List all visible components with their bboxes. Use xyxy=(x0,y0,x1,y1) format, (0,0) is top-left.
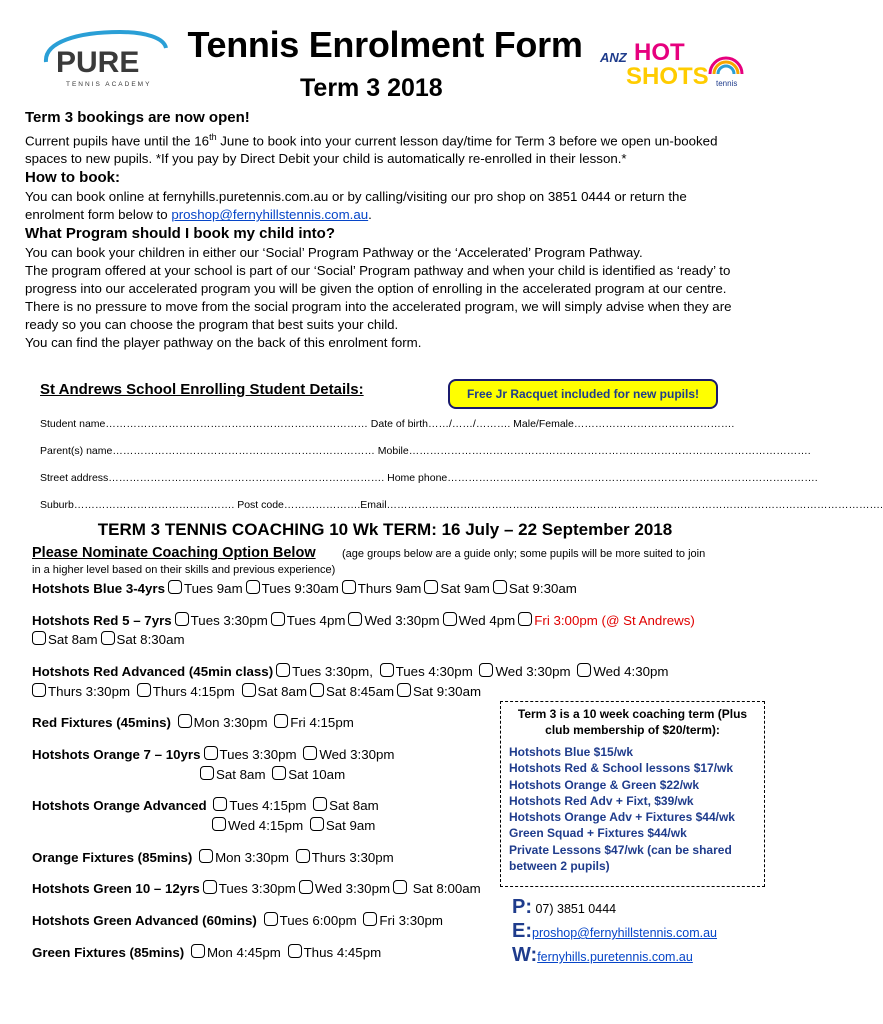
option-label: Wed 3:30pm xyxy=(495,664,571,679)
program-name: Hotshots Orange 7 – 10yrs xyxy=(32,747,201,762)
form-title: Tennis Enrolment Form xyxy=(187,24,583,65)
contact-email xyxy=(512,920,717,943)
program-name: Hotshots Blue 3-4yrs xyxy=(32,581,166,596)
option-checkbox[interactable] xyxy=(175,612,189,626)
option-label: Sat 8:45am xyxy=(326,684,395,699)
bookings-open-heading: Term 3 bookings are now open! xyxy=(25,109,250,126)
svg-text:SHOTS: SHOTS xyxy=(626,63,709,90)
option-checkbox[interactable] xyxy=(577,663,591,677)
svg-text:TENNIS ACADEMY: TENNIS ACADEMY xyxy=(66,81,152,88)
phone-number: 07) 3851 0444 xyxy=(535,902,617,916)
svg-text:ANZ: ANZ xyxy=(600,50,627,65)
option-label: Mon 3:30pm xyxy=(215,850,289,865)
option-checkbox[interactable] xyxy=(380,663,394,677)
option-label: Thurs 9am xyxy=(357,581,422,596)
website-link[interactable]: fernyhills.puretennis.com.au xyxy=(537,950,693,964)
option-label: Sat 9am xyxy=(440,581,490,596)
price-item: Hotshots Orange & Green $22/wk xyxy=(509,777,700,792)
option-label: Sat 8am xyxy=(48,632,98,647)
option-label: Tues 6:00pm xyxy=(279,913,357,928)
superscript: th xyxy=(209,132,217,142)
option-label: Wed 4:30pm xyxy=(593,664,669,679)
program-name: Hotshots Green Advanced (60mins) xyxy=(32,913,257,928)
option-label: Fri 3:30pm xyxy=(379,913,443,928)
option-label: Sat 8am xyxy=(329,798,379,813)
free-racquet-badge: Free Jr Racquet included for new pupils! xyxy=(448,379,718,409)
option-checkbox[interactable] xyxy=(191,944,205,958)
web-label: W: xyxy=(512,944,538,966)
option-checkbox[interactable] xyxy=(272,766,286,780)
option-checkbox[interactable] xyxy=(203,880,217,894)
option-checkbox[interactable] xyxy=(246,580,260,594)
term-title: Term 3 2018 xyxy=(300,74,443,102)
price-item: Private Lessons $47/wk (can be shared between 2 pupils) xyxy=(509,842,732,874)
option-label: Sat 8:00am xyxy=(412,881,481,896)
option-checkbox[interactable] xyxy=(199,849,213,863)
bookings-text-cont: June to book into your current lesson day/time for Term 3 before we open un-booked spaces to new pupils. *If you pay by Direct Debit your child is automatically re-enrolled in their lesson.* xyxy=(25,133,718,167)
option-label: Mon 3:30pm xyxy=(193,715,268,730)
option-checkbox[interactable] xyxy=(310,683,324,697)
option-checkbox[interactable] xyxy=(271,612,285,626)
option-checkbox[interactable] xyxy=(200,766,214,780)
option-label: Sat 9am xyxy=(325,818,376,833)
option-label-st-andrews: Fri 3:00pm (@ St Andrews) xyxy=(534,613,695,628)
email-label: E: xyxy=(512,920,532,942)
option-label: Tues 4:15pm xyxy=(229,798,307,813)
option-checkbox[interactable] xyxy=(313,797,327,811)
program-heading: What Program should I book my child into? xyxy=(25,225,336,243)
option-checkbox[interactable] xyxy=(348,612,362,626)
option-label: Tues 4pm xyxy=(286,613,346,628)
option-label: Thurs 4:15pm xyxy=(152,684,235,699)
program-name: Red Fixtures (45mins) xyxy=(32,715,171,730)
bookings-paragraph xyxy=(25,128,747,168)
option-checkbox[interactable] xyxy=(212,817,226,831)
how-to-book-heading: How to book: xyxy=(25,169,120,187)
program-row-red-fixtures xyxy=(32,714,354,730)
option-label: Tues 9am xyxy=(184,581,243,596)
option-checkbox[interactable] xyxy=(137,683,151,697)
suburb-line[interactable]: Suburb………………………………………. Post code………………….Email……………………………………………………………………………………………………………………………. xyxy=(40,499,883,511)
option-label: Wed 3:30pm xyxy=(364,613,440,628)
coaching-heading: TERM 3 TENNIS COACHING 10 Wk TERM: 16 July – 22 September 2018 xyxy=(97,520,673,539)
program-row-green xyxy=(32,880,481,896)
option-label: Sat 8:30am xyxy=(116,632,185,647)
price-item: Green Squad + Fixtures $44/wk xyxy=(509,826,687,841)
svg-text:HOT: HOT xyxy=(634,39,685,66)
option-label: Tues 9:30am xyxy=(261,581,339,596)
nominate-note-cont: in a higher level based on their skills and previous experience) xyxy=(32,564,336,576)
option-label: Sat 9:30am xyxy=(413,684,482,699)
student-name-line[interactable]: Student name………………………………………………………………… Date of birth……/……/………. Male/Female………………………………………. xyxy=(40,418,735,430)
program-row-orange-cont xyxy=(200,766,345,782)
option-label: Sat 9:30am xyxy=(508,581,577,596)
option-label: Fri 4:15pm xyxy=(290,715,354,730)
svg-text:tennis: tennis xyxy=(716,79,738,88)
option-checkbox[interactable] xyxy=(288,944,302,958)
option-label: Wed 3:30pm xyxy=(314,881,391,896)
program-row-red-advanced xyxy=(32,663,669,679)
option-checkbox[interactable] xyxy=(397,683,411,697)
program-row-orange-advanced xyxy=(32,797,379,813)
option-checkbox[interactable] xyxy=(32,683,46,697)
option-checkbox[interactable] xyxy=(363,912,377,926)
program-paragraph-3: You can find the player pathway on the back of this enrolment form. xyxy=(25,335,422,351)
option-checkbox[interactable] xyxy=(204,746,218,760)
pricing-title: Term 3 is a 10 week coaching term (Plus club membership of $20/term): xyxy=(517,707,748,737)
program-paragraph-2: The program offered at your school is part of our ‘Social’ Program pathway and when your child is identified as ‘ready’ to progress into our accelerated program you will be given the option of enrolling in the accelerated program at our centre. There is no pressure to move from the social program into the accelerated program, we will simply advise when they are ready so you can choose the program that best suits your child. xyxy=(25,263,732,333)
nominate-heading: Please Nominate Coaching Option Below xyxy=(32,545,316,561)
program-row-red-advanced-cont xyxy=(32,683,481,699)
period: . xyxy=(368,207,372,223)
program-row-red-cont xyxy=(32,631,185,647)
option-checkbox[interactable] xyxy=(242,683,256,697)
option-checkbox[interactable] xyxy=(303,746,317,760)
contact-phone xyxy=(512,896,616,919)
option-label: Tues 3:30pm xyxy=(190,613,268,628)
parent-name-line[interactable]: Parent(s) name………………………………………………………………… Mobile……………………………………………………………………………………………………. xyxy=(40,445,811,457)
contact-web xyxy=(512,944,693,967)
option-label: Tues 3:30pm xyxy=(218,881,296,896)
option-checkbox[interactable] xyxy=(342,580,356,594)
option-checkbox[interactable] xyxy=(479,663,493,677)
program-name: Hotshots Red 5 – 7yrs xyxy=(32,613,172,628)
nominate-note: (age groups below are a guide only; some pupils will be more suited to join xyxy=(342,548,706,560)
how-to-book-paragraph xyxy=(25,188,747,224)
option-label: Tues 3:30pm xyxy=(219,747,297,762)
program-row-orange-advanced-cont xyxy=(212,817,375,833)
program-name: Hotshots Red Advanced (45min class) xyxy=(32,664,274,679)
intro-section xyxy=(25,108,747,352)
bookings-text: Current pupils have until the 16 xyxy=(25,133,210,149)
option-checkbox[interactable] xyxy=(299,880,313,894)
option-label: Sat 8am xyxy=(216,767,266,782)
option-checkbox[interactable] xyxy=(274,714,288,728)
option-label: Sat 10am xyxy=(288,767,346,782)
pricing-box xyxy=(500,701,765,887)
price-item: Hotshots Orange Adv + Fixtures $44/wk xyxy=(509,810,735,825)
program-name: Orange Fixtures (85mins) xyxy=(32,850,193,865)
option-checkbox[interactable] xyxy=(518,612,532,626)
option-checkbox[interactable] xyxy=(424,580,438,594)
program-name: Hotshots Green 10 – 12yrs xyxy=(32,881,200,896)
price-item: Hotshots Blue $15/wk xyxy=(509,745,634,759)
option-checkbox[interactable] xyxy=(393,880,407,894)
program-row-orange xyxy=(32,746,394,762)
price-item: Hotshots Red Adv + Fixt, $39/wk xyxy=(509,793,694,808)
option-label: Mon 4:45pm xyxy=(206,945,281,960)
street-address-line[interactable]: Street address……………………………………………………………………. Home phone……………………………………………………………………………………………. xyxy=(40,472,818,484)
program-paragraph-1: You can book your children in either our ‘Social’ Program Pathway or the ‘Accelerated’ Program Pathway. xyxy=(25,245,643,261)
option-checkbox[interactable] xyxy=(32,631,46,645)
option-checkbox[interactable] xyxy=(178,714,192,728)
option-checkbox[interactable] xyxy=(310,817,324,831)
option-checkbox[interactable] xyxy=(296,849,310,863)
option-checkbox[interactable] xyxy=(443,612,457,626)
program-name: Hotshots Orange Advanced xyxy=(32,798,207,813)
phone-label: P: xyxy=(512,896,532,918)
option-label: Tues 3:30pm, xyxy=(292,664,373,679)
option-label: Tues 4:30pm xyxy=(395,664,473,679)
option-label: Thurs 3:30pm xyxy=(311,850,394,865)
price-item: Hotshots Red & School lessons $17/wk xyxy=(509,761,734,776)
program-row-green-advanced xyxy=(32,912,443,928)
option-label: Wed 3:30pm xyxy=(319,747,395,762)
program-row-orange-fixtures xyxy=(32,849,394,865)
program-name: Green Fixtures (85mins) xyxy=(32,945,185,960)
option-label: Wed 4pm xyxy=(458,613,516,628)
option-label: Sat 8am xyxy=(257,684,308,699)
option-checkbox[interactable] xyxy=(101,631,115,645)
option-checkbox[interactable] xyxy=(213,797,227,811)
program-row-blue xyxy=(32,580,577,596)
program-row-green-fixtures xyxy=(32,944,381,960)
program-row-red xyxy=(32,612,695,628)
option-checkbox[interactable] xyxy=(264,912,278,926)
option-label: Wed 4:15pm xyxy=(228,818,304,833)
student-details-heading: St Andrews School Enrolling Student Details: xyxy=(40,381,364,398)
email-link[interactable]: proshop@fernyhillstennis.com.au xyxy=(532,926,718,940)
option-label: Thus 4:45pm xyxy=(303,945,382,960)
option-checkbox[interactable] xyxy=(168,580,182,594)
proshop-email-link[interactable]: proshop@fernyhillstennis.com.au xyxy=(171,207,369,223)
svg-text:PURE: PURE xyxy=(56,46,140,79)
option-checkbox[interactable] xyxy=(276,663,290,677)
option-label: Thurs 3:30pm xyxy=(48,684,131,699)
option-checkbox[interactable] xyxy=(493,580,507,594)
how-to-book-text: You can book online at fernyhills.puretennis.com.au or by calling/visiting our pro shop on 3851 0444 or return the enrolment form below to xyxy=(25,189,687,223)
